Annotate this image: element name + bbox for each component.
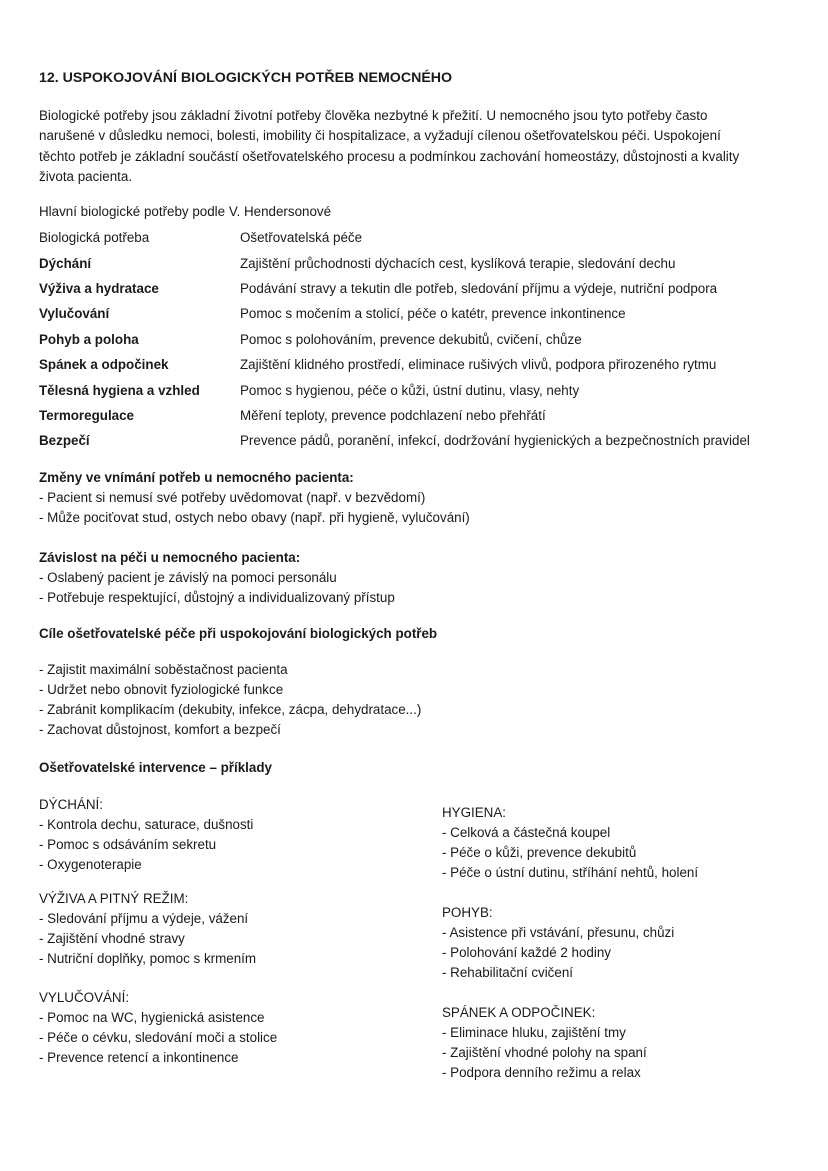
need-cell: Výživa a hydratace: [39, 281, 159, 296]
table-row: [0, 355, 828, 375]
list-item: - Prevence retencí a inkontinence: [39, 1050, 239, 1065]
care-cell: Pomoc s močením a stolicí, péče o katétr, prevence inkontinence: [240, 306, 626, 321]
list-item: - Sledování příjmu a výdeje, vážení: [39, 911, 249, 926]
list-item: - Pomoc s odsáváním sekretu: [39, 837, 217, 852]
list-item: - Podpora denního režimu a relax: [442, 1065, 641, 1080]
header-care: Ošetřovatelská péče: [240, 230, 363, 245]
group-title: HYGIENA:: [442, 805, 506, 820]
table-row: [0, 254, 828, 274]
list-item: - Potřebuje respektující, důstojný a individualizovaný přístup: [39, 590, 395, 605]
intro-line: těchto potřeb je základní součástí ošetřovatelského procesu a podmínkou zachování homeostázy, důstojnosti a kvality: [39, 148, 740, 164]
header-need: Biologická potřeba: [39, 230, 150, 245]
group-title: SPÁNEK A ODPOČINEK:: [442, 1005, 596, 1020]
need-cell: Vylučování: [39, 306, 110, 321]
group-title: VYLUČOVÁNÍ:: [39, 990, 130, 1005]
list-item: - Péče o cévku, sledování moči a stolice: [39, 1030, 278, 1045]
intro-line: života pacienta.: [39, 168, 133, 184]
care-cell: Prevence pádů, poranění, infekcí, dodržování hygienických a bezpečnostních pravidel: [240, 433, 750, 448]
perception-section: [39, 468, 470, 528]
table-caption: Hlavní biologické potřeby podle V. Hendersonové: [39, 204, 332, 219]
interventions-heading-block: [39, 758, 272, 778]
intervention-group: [442, 803, 698, 883]
section-heading: Ošetřovatelské intervence – příklady: [39, 760, 272, 775]
list-item: - Celková a částečná koupel: [442, 825, 611, 840]
goals-list: [39, 660, 421, 740]
list-item: - Zajistit maximální soběstačnost pacienta: [39, 662, 288, 677]
table-row: [0, 330, 828, 350]
intervention-group: [39, 889, 277, 969]
care-cell: Pomoc s hygienou, péče o kůži, ústní dutinu, vlasy, nehty: [240, 383, 580, 398]
table-row: [0, 431, 828, 451]
care-cell: Měření teploty, prevence podchlazení nebo přehřátí: [240, 408, 546, 423]
list-item: - Zabránit komplikacím (dekubity, infekce, zácpa, dehydratace...): [39, 702, 422, 717]
need-cell: Bezpečí: [39, 433, 90, 448]
list-item: - Oxygenoterapie: [39, 857, 142, 872]
care-cell: Zajištění průchodnosti dýchacích cest, kyslíková terapie, sledování dechu: [240, 256, 676, 271]
table-row: [0, 279, 828, 299]
group-title: POHYB:: [442, 905, 493, 920]
section-heading: Závislost na péči u nemocného pacienta:: [39, 550, 301, 565]
list-item: - Oslabený pacient je závislý na pomoci personálu: [39, 570, 337, 585]
page-title: 12. USPOKOJOVÁNÍ BIOLOGICKÝCH POTŘEB NEMOCNÉHO: [39, 70, 453, 86]
section-heading: Cíle ošetřovatelské péče při uspokojování biologických potřeb: [39, 626, 438, 641]
care-cell: Podávání stravy a tekutin dle potřeb, sledování příjmu a výdeje, nutriční podpora: [240, 281, 718, 296]
list-item: - Zachovat důstojnost, komfort a bezpečí: [39, 722, 281, 737]
care-cell: Pomoc s polohováním, prevence dekubitů, cvičení, chůze: [240, 332, 582, 347]
dependency-section: [39, 548, 395, 608]
intro-line: Biologické potřeby jsou základní životní potřeby člověka nezbytné k přežití. U nemocného jsou tyto potřeby často: [39, 108, 708, 123]
list-item: - Eliminace hluku, zajištění tmy: [442, 1025, 626, 1040]
intro-line: narušené v důsledku nemoci, bolesti, imobility či hospitalizace, a vyžadují cílenou ošetřovatelskou péči. Uspokojení: [39, 128, 721, 144]
goals-heading-block: [39, 624, 437, 644]
need-cell: Tělesná hygiena a vzhled: [39, 383, 200, 398]
intervention-group: [442, 903, 698, 983]
list-item: - Asistence při vstávání, přesunu, chůzi: [442, 925, 675, 940]
section-heading: Změny ve vnímání potřeb u nemocného pacienta:: [39, 470, 354, 485]
need-cell: Spánek a odpočinek: [39, 357, 169, 372]
list-item: - Rehabilitační cvičení: [442, 965, 573, 980]
interventions-right-column: [442, 803, 698, 1083]
intro-paragraph: [39, 106, 784, 187]
list-item: - Může pociťovat stud, ostych nebo obavy (např. při hygieně, vylučování): [39, 510, 470, 525]
intervention-group: [39, 988, 277, 1068]
table-row: [0, 406, 828, 426]
intervention-group: [442, 1003, 698, 1083]
list-item: - Pomoc na WC, hygienická asistence: [39, 1010, 265, 1025]
list-item: - Kontrola dechu, saturace, dušnosti: [39, 817, 254, 832]
list-item: - Nutriční doplňky, pomoc s krmením: [39, 951, 257, 966]
table-row: [0, 381, 828, 401]
intervention-group: [39, 795, 277, 875]
need-cell: Dýchání: [39, 256, 92, 271]
list-item: - Péče o kůži, prevence dekubitů: [442, 845, 637, 860]
table-header-row: [0, 228, 828, 248]
list-item: - Polohování každé 2 hodiny: [442, 945, 611, 960]
need-cell: Termoregulace: [39, 408, 135, 423]
list-item: - Zajištění vhodné polohy na spaní: [442, 1045, 647, 1060]
need-cell: Pohyb a poloha: [39, 332, 139, 347]
group-title: DÝCHÁNÍ:: [39, 797, 103, 812]
group-title: VÝŽIVA A PITNÝ REŽIM:: [39, 891, 189, 906]
list-item: - Péče o ústní dutinu, stříhání nehtů, holení: [442, 865, 699, 880]
care-cell: Zajištění klidného prostředí, eliminace rušivých vlivů, podpora přirozeného rytmu: [240, 357, 717, 372]
interventions-left-column: [39, 795, 277, 1068]
table-row: [0, 304, 828, 324]
list-item: - Pacient si nemusí své potřeby uvědomovat (např. v bezvědomí): [39, 490, 426, 505]
list-item: - Udržet nebo obnovit fyziologické funkce: [39, 682, 284, 697]
list-item: - Zajištění vhodné stravy: [39, 931, 185, 946]
